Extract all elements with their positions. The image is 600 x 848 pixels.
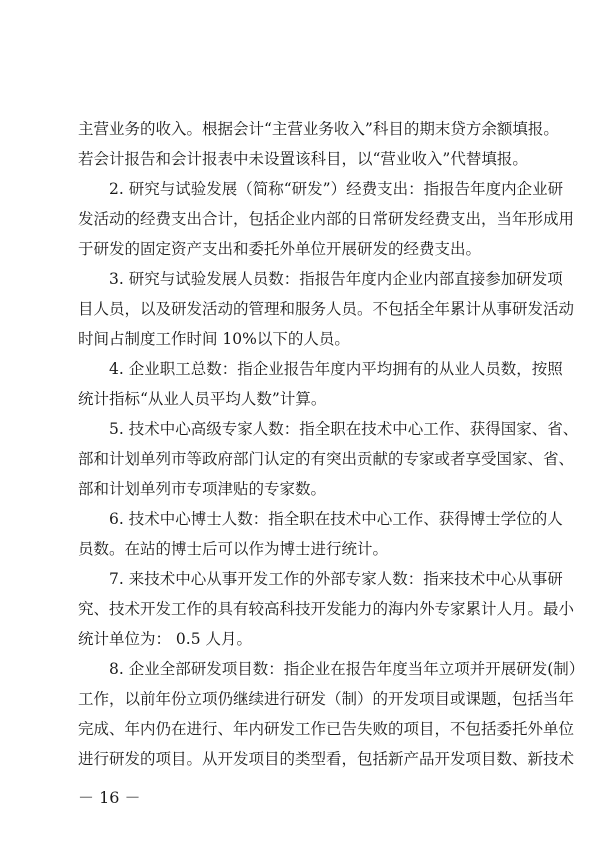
text-line: 究、技术开发工作的具有较高科技开发能力的海内外专家累计人月。最小 [78, 600, 575, 618]
text-line: 发活动的经费支出合计，包括企业内部的日常研发经费支出，当年形成用 [78, 210, 575, 228]
text-line: 工作，以前年份立项仍继续进行研发（制）的开发项目或课题，包括当年 [78, 690, 575, 708]
text-line: 于研发的固定资产支出和委托外单位开展研发的经费支出。 [78, 240, 482, 258]
text-line: 若会计报告和会计报表中未设置该科目，以“营业收入”代替填报。 [78, 150, 528, 168]
text-line: 部和计划单列市专项津贴的专家数。 [78, 480, 327, 498]
text-line: 部和计划单列市等政府部门认定的有突出贡献的专家或者享受国家、省、 [78, 450, 575, 468]
text-line: 时间占制度工作时间 10%以下的人员。 [78, 330, 350, 348]
text-line: 3. 研究与试验发展人员数：指报告年度内企业内部直接参加研发项 [109, 270, 563, 288]
text-line: 进行研发的项目。从开发项目的类型看，包括新产品开发项目数、新技术 [78, 750, 575, 768]
text-line: 完成、年内仍在进行、年内研发工作已告失败的项目，不包括委托外单位 [78, 720, 575, 738]
text-line: 6. 技术中心博士人数：指全职在技术中心工作、获得博士学位的人 [109, 510, 563, 528]
text-line: 统计单位为： 0.5 人月。 [78, 630, 253, 648]
text-line: 4. 企业职工总数：指企业报告年度内平均拥有的从业人员数，按照 [109, 360, 563, 378]
text-line: 目人员，以及研发活动的管理和服务人员。不包括全年累计从事研发活动 [78, 300, 575, 318]
text-line: 统计指标“从业人员平均人数”计算。 [78, 390, 327, 408]
text-line: 2. 研究与试验发展（简称“研发”）经费支出：指报告年度内企业研 [109, 180, 564, 198]
text-line: 8. 企业全部研发项目数：指企业在报告年度当年立项并开展研发(制） [109, 660, 585, 678]
text-line: 员数。在站的博士后可以作为博士进行统计。 [78, 540, 389, 558]
page-number: － 16 － [78, 788, 141, 807]
text-line: 7. 来技术中心从事开发工作的外部专家人数：指来技术中心从事研 [109, 570, 563, 588]
text-line: 主营业务的收入。根据会计“主营业务收入”科目的期末贷方余额填报。 [78, 120, 559, 138]
text-line: 5. 技术中心高级专家人数：指全职在技术中心工作、获得国家、省、 [109, 420, 579, 438]
